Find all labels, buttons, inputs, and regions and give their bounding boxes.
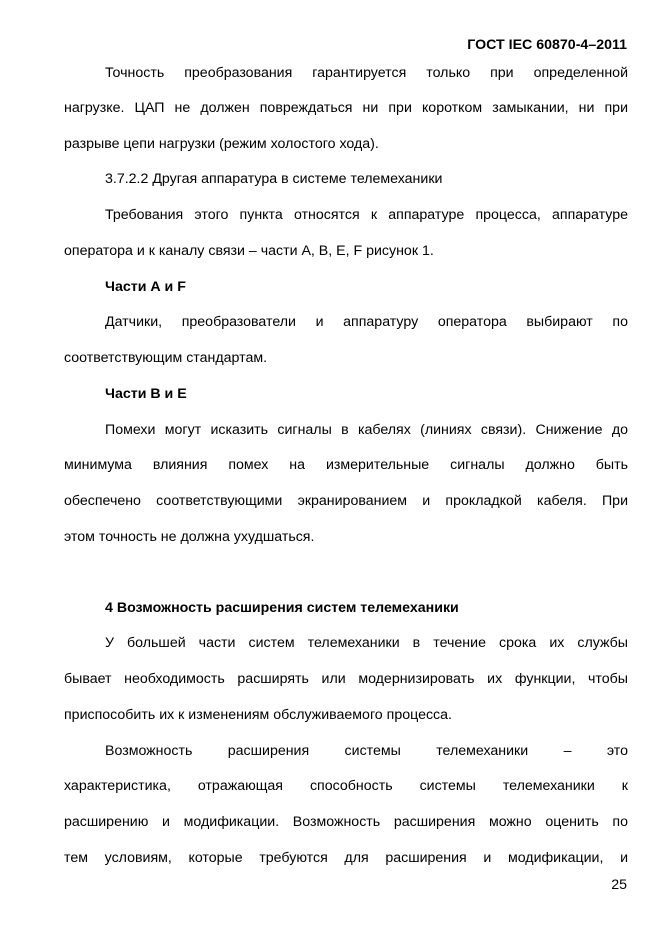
text-line: оператора и к каналу связи – части А, В, Е, F рисунок 1. xyxy=(64,243,434,259)
text-line: соответствующим стандартам. xyxy=(64,350,268,366)
text-line: бывает необходимость расширять или модернизировать их функции, чтобы xyxy=(64,671,628,687)
text-line: приспособить их к изменениям обслуживаемого процесса. xyxy=(64,707,452,723)
text-line: этом точность не должна ухудшаться. xyxy=(64,529,315,545)
text-line: тем условиям, которые требуются для расширения и модификации, и xyxy=(64,850,628,866)
text-line: Помехи могут исказить сигналы в кабелях (линиях связи). Снижение до xyxy=(105,422,628,438)
subheading-parts-a-f: Части А и F xyxy=(105,279,186,295)
text-line: Точность преобразования гарантируется только при определенной xyxy=(105,65,628,81)
text-line: Требования этого пункта относятся к аппаратуре процесса, аппаратуре xyxy=(105,207,628,223)
subheading-parts-b-e: Части В и Е xyxy=(105,386,187,402)
text-line: нагрузке. ЦАП не должен повреждаться ни при коротком замыкании, ни при xyxy=(64,100,628,116)
document-header: ГОСТ IEC 60870-4–2011 xyxy=(467,37,627,53)
text-line: характеристика, отражающая способность системы телемеханики к xyxy=(64,778,628,794)
text-line: обеспечено соответствующими экранированием и прокладкой кабеля. При xyxy=(64,493,628,509)
text-line: Возможность расширения системы телемеханики – это xyxy=(105,743,628,759)
clause-heading: 3.7.2.2 Другая аппаратура в системе телемеханики xyxy=(105,171,443,187)
text-line: минимума влияния помех на измерительные сигналы должно быть xyxy=(64,457,628,473)
section-heading: 4 Возможность расширения систем телемеханики xyxy=(105,600,459,616)
text-line: Датчики, преобразователи и аппаратуру оператора выбирают по xyxy=(105,314,628,330)
page-number: 25 xyxy=(611,877,627,893)
text-line: расширению и модификации. Возможность расширения можно оценить по xyxy=(64,814,628,830)
text-line: У большей части систем телемеханики в течение срока их службы xyxy=(105,635,628,651)
text-line: разрыве цепи нагрузки (режим холостого хода). xyxy=(64,136,379,152)
